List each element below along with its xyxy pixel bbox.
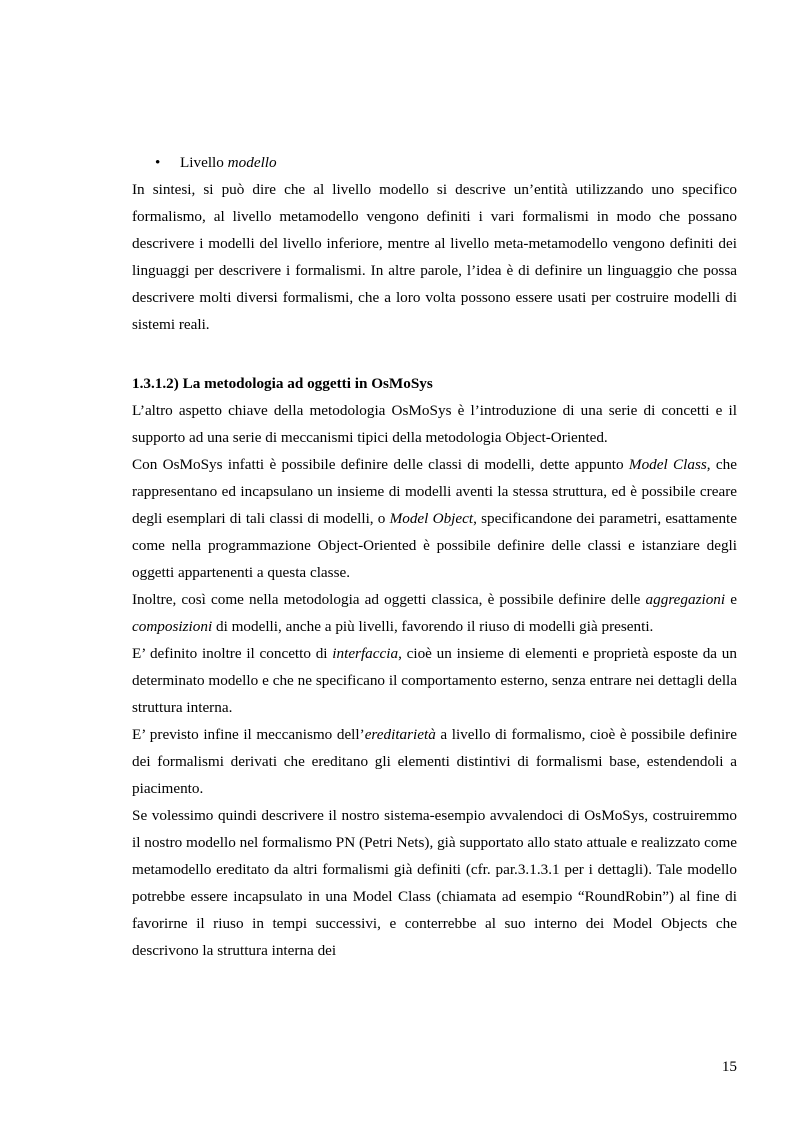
- paragraph-6-text-c: a livello di formalismo, cioè è possibile definire dei formalismi derivati che ereditano gli elementi distintivi di formalismi base, estendendoli a piacimento.: [132, 726, 737, 797]
- paragraph-3-term-model-class: Model Class: [628, 456, 707, 473]
- paragraph-1: In sintesi, si può dire che al livello modello si descrive un’entità utilizzando uno specifico formalismo, al livello metamodello vengono definiti i vari formalismi in modo che possano descrivere i modelli del livello inferiore, mentre al livello meta-metamodello vengono definiti dei linguaggi per descrivere i formalismi. In altre parole, l’idea è di definire un linguaggio che possa descrivere molti diversi formalismi, che a loro volta possono essere usati per costruire modelli di sistemi reali.: [132, 181, 737, 333]
- paragraph-3-text-a: Con OsMoSys infatti è possibile definire delle classi di modelli, dette appunto: [132, 456, 629, 473]
- paragraph-3: [132, 451, 737, 586]
- bullet-item-livello-modello: [155, 149, 277, 176]
- paragraph-6-term-ereditarieta: ereditarietà: [364, 726, 436, 743]
- paragraph-4-term-composizioni: composizioni: [132, 618, 213, 635]
- paragraph-5-text-c: , cioè un insieme di elementi e proprietà esposte da un determinato modello e che ne specificano il comportamento esterno, senza entrare nei dettagli della struttura interna.: [132, 645, 737, 716]
- paragraph-4-text-a: Inoltre, così come nella metodologia ad oggetti classica, è possibile definire delle: [132, 591, 646, 608]
- bullet-text: Livello: [180, 154, 228, 171]
- paragraph-5-term-interfaccia: interfaccia: [332, 645, 399, 662]
- paragraph-3-term-model-object: Model Object: [389, 510, 474, 527]
- paragraph-5: [132, 640, 737, 721]
- paragraph-4-text-e: di modelli, anche a più livelli, favorendo il riuso di modelli già presenti.: [212, 618, 654, 635]
- paragraph-6: [132, 721, 737, 802]
- paragraph-sintesi: [132, 176, 737, 338]
- paragraph-4-text-c: e: [725, 591, 737, 608]
- paragraph-7: Se volessimo quindi descrivere il nostro sistema-esempio avvalendoci di OsMoSys, costruiremmo il nostro modello nel formalismo PN (Petri Nets), già supportato allo stato attuale e realizzato come metamodello ereditato da altri formalismi già definiti (cfr. par.3.1.3.1 per i dettagli). Tale modello potrebbe essere incapsulato in una Model Class (chiamata ad esempio “RoundRobin”) al fine di favorirne il riuso in tempi successivi, e conterrebbe al suo interno dei Model Objects che descrivono la struttura interna dei: [132, 807, 737, 959]
- paragraph-3-text-c: , che rappresentano ed incapsulano un insieme di modelli aventi la stessa struttura, ed è possibile creare degli esemplari di tali classi di modelli, o: [132, 456, 737, 527]
- paragraph-6-text-a: E’ previsto infine il meccanismo dell’: [132, 726, 365, 743]
- paragraph-4: [132, 586, 737, 640]
- bullet-text-italic: modello: [227, 154, 277, 171]
- paragraph-2: L’altro aspetto chiave della metodologia OsMoSys è l’introduzione di una serie di concetti e il supporto ad una serie di meccanismi tipici della metodologia Object-Oriented.: [132, 402, 737, 446]
- section-heading: 1.3.1.2) La metodologia ad oggetti in OsMoSys: [132, 375, 433, 392]
- paragraph-4-term-aggregazioni: aggregazioni: [645, 591, 726, 608]
- section-metodologia-oggetti: [132, 370, 737, 964]
- page-number: 15: [721, 1058, 737, 1075]
- paragraph-3-text-e: , specificandone dei parametri, esattamente come nella programmazione Object-Oriented è possibile definire delle classi e istanziare degli oggetti appartenenti a questa classe.: [132, 510, 737, 581]
- bullet-dot: •: [155, 154, 161, 171]
- paragraph-5-text-a: E’ definito inoltre il concetto di: [132, 645, 333, 662]
